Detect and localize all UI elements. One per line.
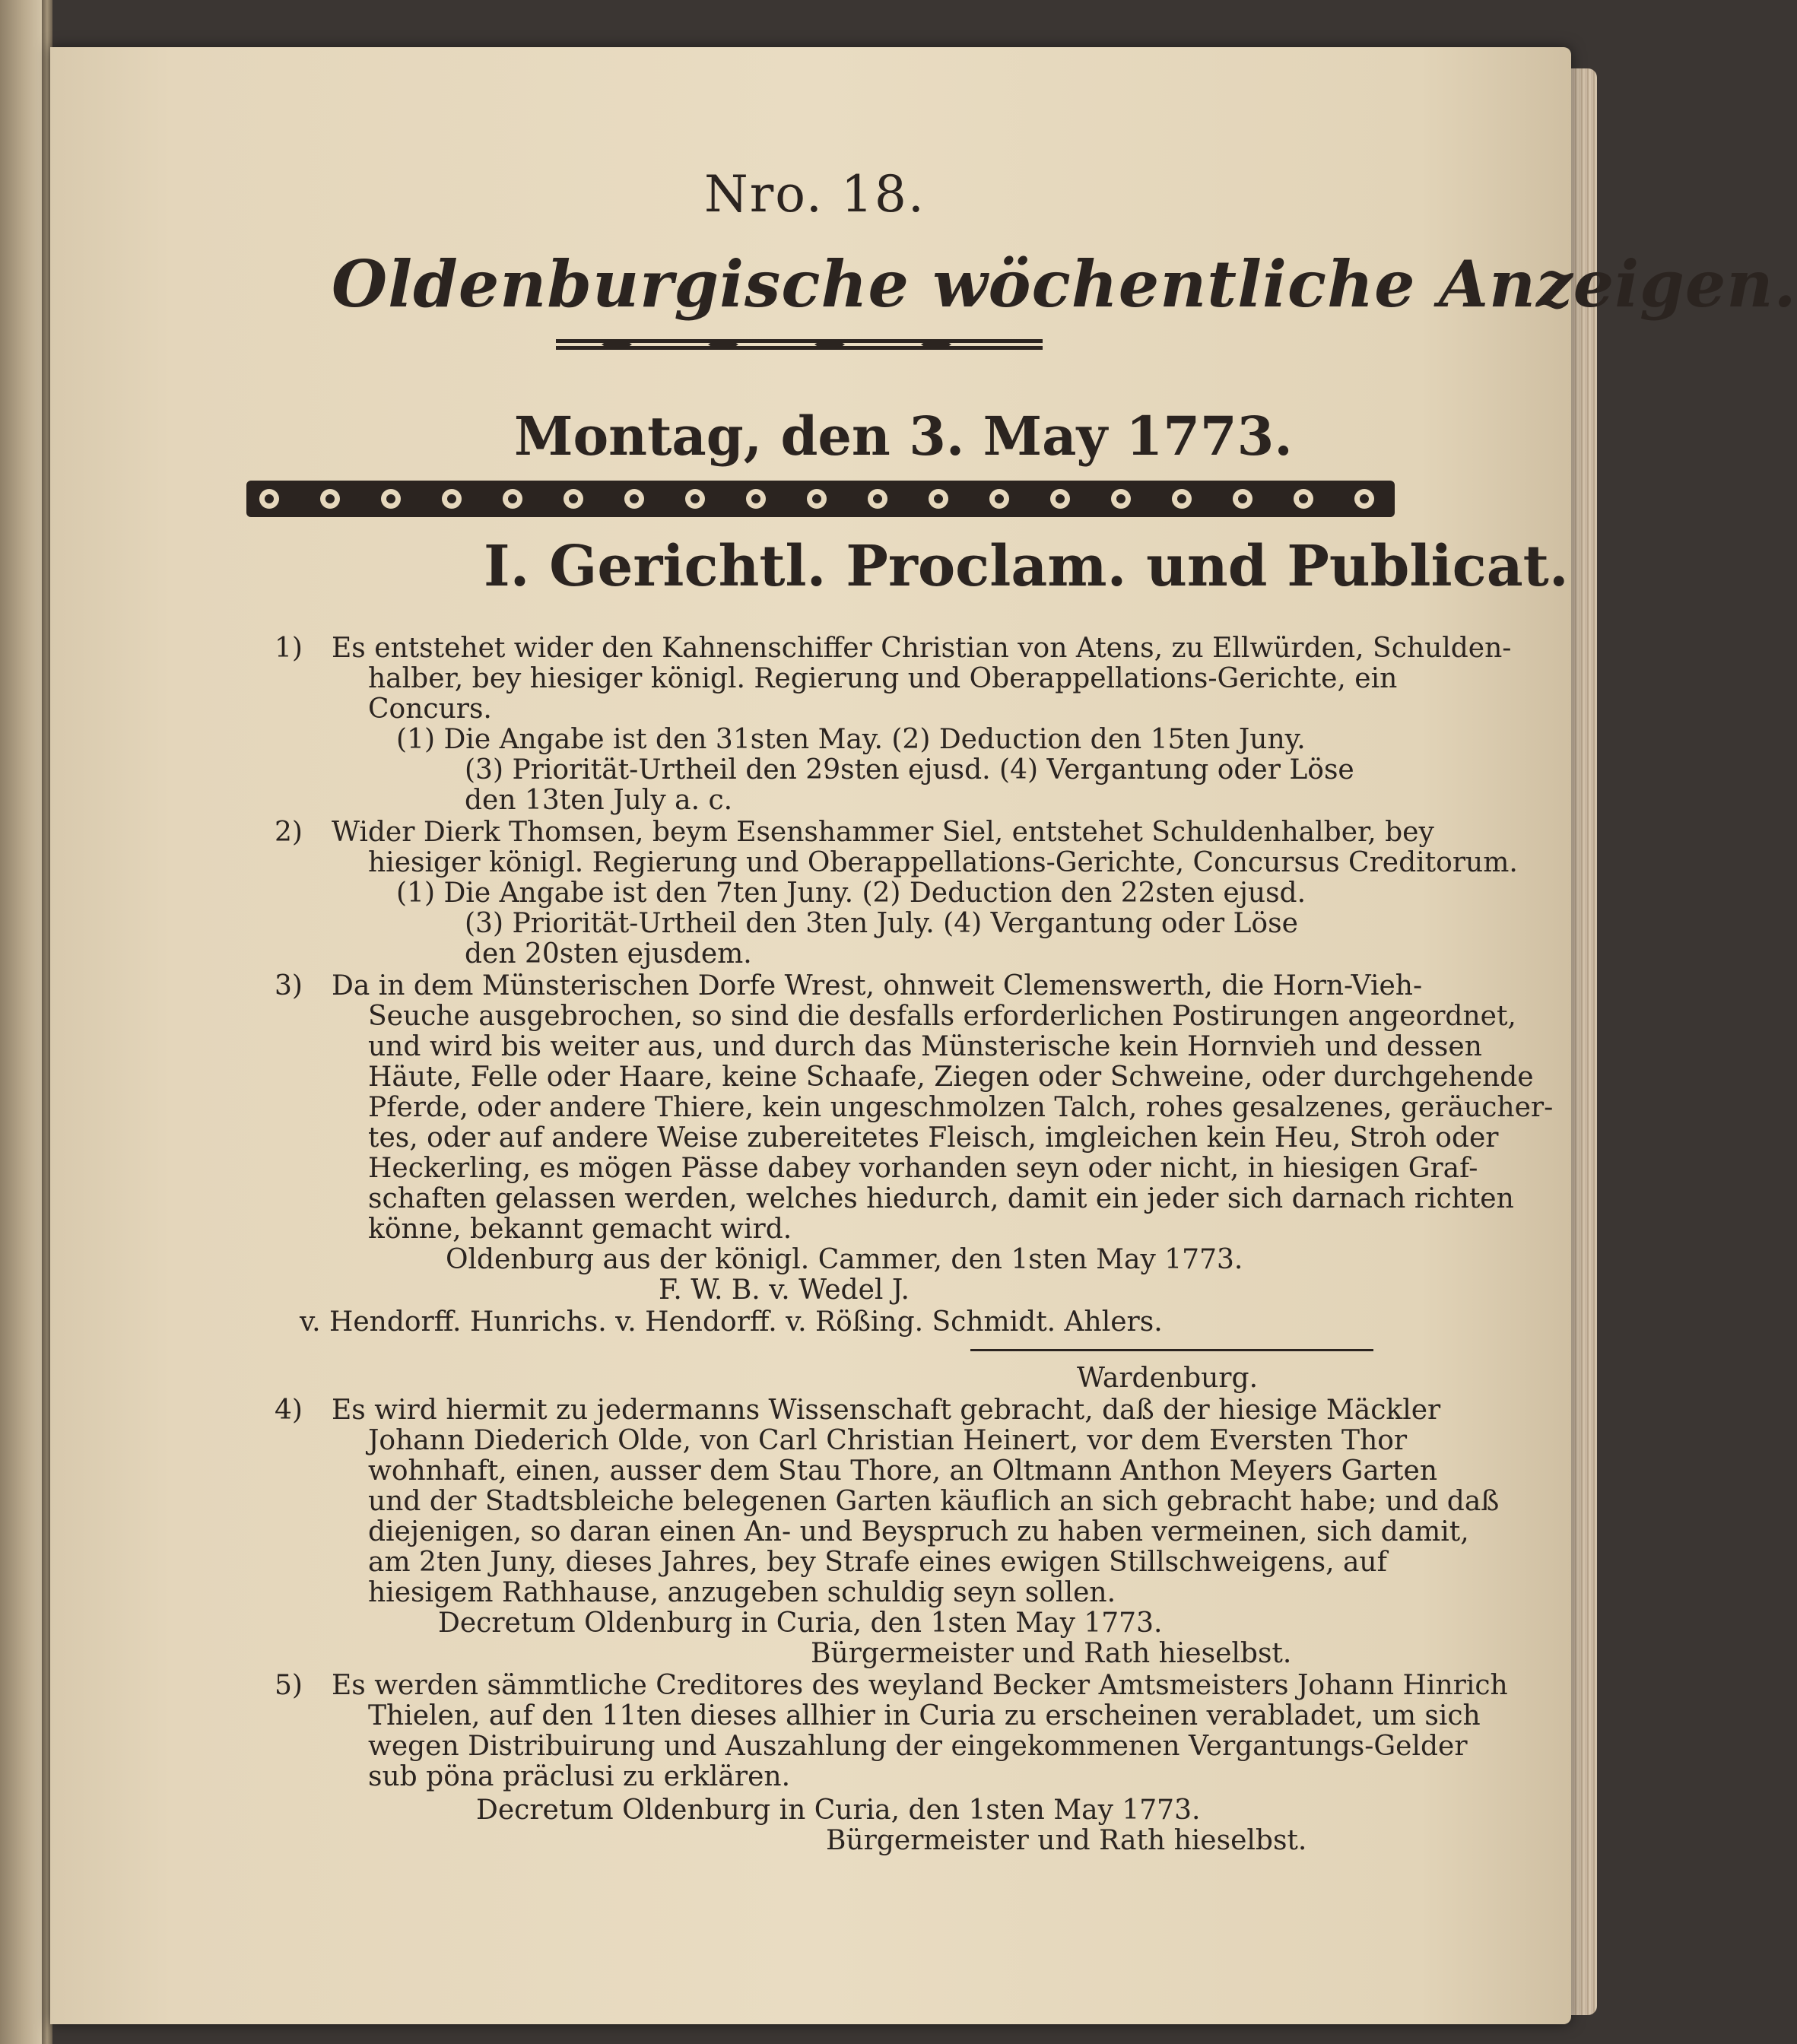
text-line: Es werden sämmtliche Creditores des weyland Becker Amtsmeisters Johann Hinrich — [332, 1670, 1508, 1701]
ornamental-border — [246, 474, 1395, 523]
text-line: Heckerling, es mögen Pässe dabey vorhanden seyn oder nicht, in hiesigen Graf- — [368, 1153, 1478, 1184]
decree-line: Decretum Oldenburg in Curia, den 1sten May 1773. — [438, 1608, 1163, 1639]
text-line: könne, bekannt gemacht wird. — [368, 1214, 792, 1245]
text-line: Wider Dierk Thomsen, beym Esenshammer Siel, entstehet Schuldenhalber, bey — [332, 817, 1434, 848]
text-line: den 13ten July a. c. — [465, 785, 733, 816]
item-number: 5) — [275, 1670, 303, 1701]
page-content — [50, 47, 1797, 2024]
issue-number: Nro. 18. — [704, 165, 925, 224]
text-line: Pferde, oder andere Thiere, kein ungeschmolzen Talch, rohes gesalzenes, geräucher- — [368, 1092, 1554, 1123]
text-line: Es wird hiermit zu jedermanns Wissenschaft gebracht, daß der hiesige Mäckler — [332, 1395, 1441, 1426]
text-line: und der Stadtsbleiche belegenen Garten käuflich an sich gebracht habe; und daß — [368, 1486, 1500, 1517]
text-line: (3) Priorität-Urtheil den 3ten July. (4) Vergantung oder Löse — [465, 908, 1298, 939]
left-page-edge — [0, 0, 47, 2044]
text-line: Es entstehet wider den Kahnenschiffer Christian von Atens, zu Ellwürden, Schulden- — [332, 633, 1512, 664]
text-line: Concurs. — [368, 694, 492, 725]
place-heading: Wardenburg. — [1077, 1363, 1259, 1394]
text-line: Thielen, auf den 11ten dieses allhier in Curia zu erscheinen verabladet, um sich — [368, 1700, 1481, 1731]
text-line: wohnhaft, einen, ausser dem Stau Thore, an Oltmann Anthon Meyers Garten — [368, 1455, 1438, 1487]
signer: F. W. B. v. Wedel J. — [659, 1274, 910, 1306]
masthead-title: Oldenburgische wöchentliche Anzeigen. — [332, 246, 1797, 322]
text-line: schaften gelassen werden, welches hiedurch, damit ein jeder sich darnach richten — [368, 1183, 1514, 1214]
page-stack-edge — [1567, 68, 1597, 2015]
section-heading: I. Gerichtl. Proclam. und Publicat. — [484, 534, 1569, 599]
text-line: (3) Priorität-Urtheil den 29sten ejusd. (4) Vergantung oder Löse — [465, 754, 1354, 786]
decree-line: Decretum Oldenburg in Curia, den 1sten May 1773. — [476, 1795, 1201, 1826]
text-line: hiesigem Rathhause, anzugeben schuldig seyn sollen. — [368, 1577, 1116, 1608]
cosigners: v. Hendorff. Hunrichs. v. Hendorff. v. Rößing. Schmidt. Ahlers. — [300, 1306, 1163, 1338]
item-number: 2) — [275, 817, 303, 848]
item-number: 1) — [275, 633, 303, 664]
signature-line: Bürgermeister und Rath hieselbst. — [811, 1638, 1292, 1669]
text-line: tes, oder auf andere Weise zubereitetes Fleisch, imgleichen kein Heu, Stroh oder — [368, 1122, 1499, 1154]
place-date-line: Oldenburg aus der königl. Cammer, den 1sten May 1773. — [446, 1244, 1243, 1275]
signature-line: Bürgermeister und Rath hieselbst. — [826, 1825, 1307, 1856]
text-line: (1) Die Angabe ist den 7ten Juny. (2) Deduction den 22sten ejusd. — [396, 878, 1306, 909]
text-line: diejenigen, so daran einen An- und Beyspruch zu haben vermeinen, sich damit, — [368, 1516, 1469, 1547]
text-line: Johann Diederich Olde, von Carl Christian Heinert, vor dem Eversten Thor — [368, 1425, 1408, 1456]
text-line: sub pöna präclusi zu erklären. — [368, 1761, 791, 1792]
text-line: wegen Distribuirung und Auszahlung der eingekommenen Vergantungs-Gelder — [368, 1731, 1468, 1762]
text-line: halber, bey hiesiger königl. Regierung und Oberappellations-Gerichte, ein — [368, 663, 1398, 694]
text-line: am 2ten Juny, dieses Jahres, bey Strafe eines ewigen Stillschweigens, auf — [368, 1547, 1387, 1578]
item-number: 3) — [275, 970, 303, 1001]
decorative-rule — [556, 335, 1043, 354]
text-line: hiesiger königl. Regierung und Oberappellations-Gerichte, Concursus Creditorum. — [368, 847, 1518, 878]
item-number: 4) — [275, 1395, 303, 1426]
text-line: Da in dem Münsterischen Dorfe Wrest, ohnweit Clemenswerth, die Horn-Vieh- — [332, 970, 1423, 1001]
text-line: den 20sten ejusdem. — [465, 938, 752, 970]
text-line: Seuche ausgebrochen, so sind die desfalls erforderlichen Postirungen angeordnet, — [368, 1001, 1516, 1032]
text-line: und wird bis weiter aus, und durch das Münsterische kein Hornvieh und dessen — [368, 1031, 1482, 1062]
issue-date: Montag, den 3. May 1773. — [514, 405, 1293, 468]
separator-rule — [970, 1349, 1373, 1351]
text-line: Häute, Felle oder Haare, keine Schaafe, Ziegen oder Schweine, oder durchgehende — [368, 1062, 1534, 1093]
text-line: (1) Die Angabe ist den 31sten May. (2) Deduction den 15ten Juny. — [396, 724, 1306, 755]
